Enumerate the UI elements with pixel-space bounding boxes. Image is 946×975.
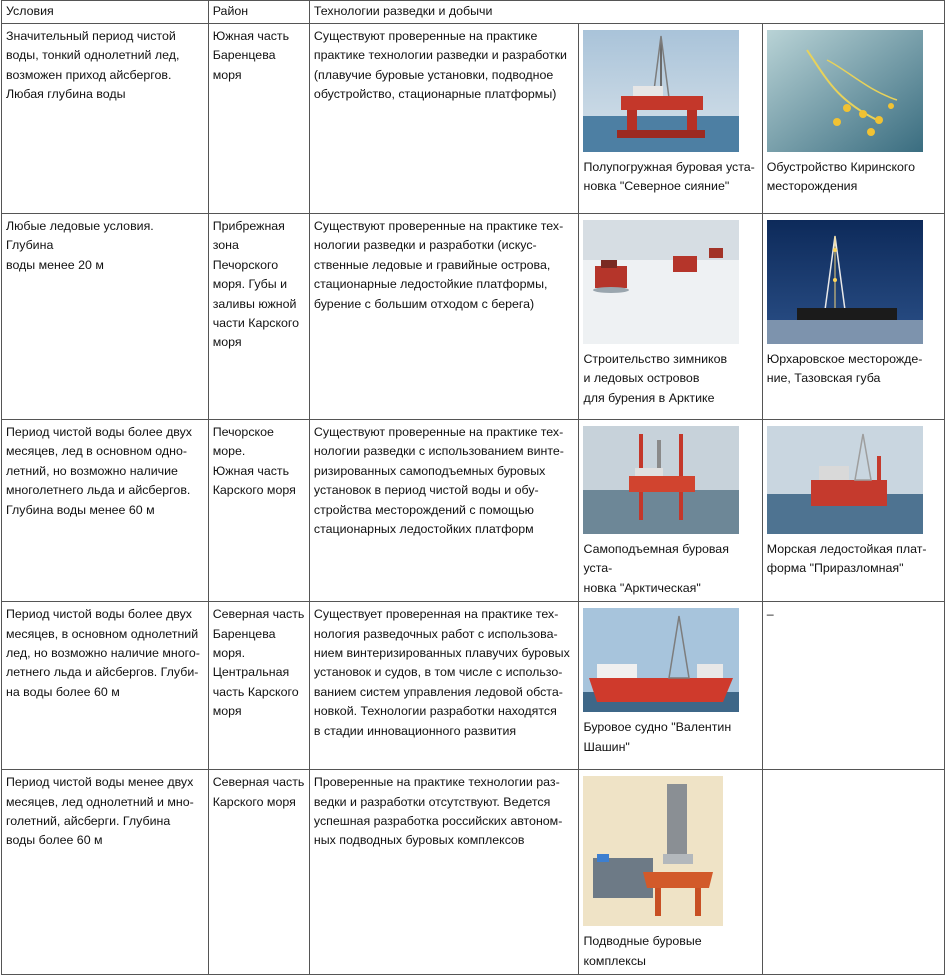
technology-cell: Существует проверенная на практике тех- нология разведочных работ с использова- нием винтеризированных плавучих буровых установок и судов, в том числе с использо- ванием систем управления ледовой обста- новкой. Технологии разработки находятся в стадии инновационного развития [309,602,579,770]
yurkharovskoye-rig-photo [767,220,923,344]
photo-cell [762,24,944,214]
technology-cell: Существуют проверенные на практике тех- нологии разведки и разработки (искус- ственные ледовые и гравийные острова, стационарные ледостойкие платформы, бурение с большим отходом с берега) [309,214,579,420]
photo-cell [762,420,944,602]
photo-cell [579,24,762,214]
ice-road-trucks-photo [583,220,739,344]
photo-cell [579,602,762,770]
technology-cell: Проверенные на практике технологии раз- ведки и разработки отсутствуют. Ведется успешная разработка российских автоном- ных подводных буровых комплексов [309,770,579,975]
header-region: Район [208,1,309,24]
conditions-cell: Любые ледовые условия. Глубина воды менее 20 м [2,214,209,420]
photo-caption: Подводные буровые комплексы [583,934,702,968]
photo-cell [762,214,944,420]
drillship-photo [583,608,739,712]
technology-cell: Существуют проверенные на практике тех- нологии разведки с использованием винте- ризированных самоподъемных буровых установок в период чистой воды и обу- стройства месторождений с помощью стационарных ледостойких платформ [309,420,579,602]
photo-cell [579,214,762,420]
photo-caption: Обустройство Киринского месторождения [766,160,916,194]
table-row [2,214,945,420]
photo-cell [579,770,762,975]
technology-cell: Существуют проверенные на практике практике технологии разведки и разработки (плавучие буровые установки, подводное обустройство, стационарные платформы) [309,24,579,214]
photo-caption: Буровое судно "Валентин Шашин" [583,720,732,754]
region-cell: Прибрежная зона Печорского моря. Губы и заливы южной части Карского моря [208,214,309,420]
jackup-rig-photo [583,426,739,534]
table-row [2,420,945,602]
conditions-cell: Период чистой воды менее двух месяцев, лед однолетний и мно- голетний, айсберги. Глубина воды более 60 м [2,770,209,975]
table-row [2,24,945,214]
table-row [2,770,945,975]
prirazlomnaya-platform-photo [767,426,923,534]
header-row [2,1,945,24]
region-cell: Северная часть Карского моря [208,770,309,975]
region-cell: Печорское море. Южная часть Карского моря [208,420,309,602]
header-technologies: Технологии разведки и добычи [309,1,944,24]
photo-caption: Морская ледостойкая плат- форма "Приразломная" [766,542,927,576]
photo-caption: Самоподъемная буровая уста- новка "Арктическая" [583,542,729,595]
conditions-cell: Значительный период чистой воды, тонкий однолетний лед, возможен приход айсбергов. Любая глубина воды [2,24,209,214]
empty-photo-cell: – [762,602,944,770]
subsea-drilling-complex-photo [583,776,723,926]
photo-caption: Строительство зимников и ледовых островов для бурения в Арктике [583,352,728,405]
photo-cell [579,420,762,602]
conditions-cell: Период чистой воды более двух месяцев, лед в основном одно- летний, но возможно наличие многолетнего льда и айсбергов. Глубина воды менее 60 м [2,420,209,602]
technology-table [1,0,945,975]
photo-caption: Юрхаровское месторожде- ние, Тазовская губа [766,352,923,386]
conditions-cell: Период чистой воды более двух месяцев, в основном однолетний лед, но возможно наличие много- летнего льда и айсбергов. Глуби- на воды более 60 м [2,602,209,770]
empty-photo-cell [762,770,944,975]
table-row [2,602,945,770]
subsea-field-photo [767,30,923,152]
photo-caption: Полупогружная буровая уста- новка "Северное сияние" [583,160,755,194]
region-cell: Южная часть Баренцева моря [208,24,309,214]
header-conditions: Условия [2,1,209,24]
semisubmersible-rig-photo [583,30,739,152]
region-cell: Северная часть Баренцева моря. Центральная часть Карского моря [208,602,309,770]
